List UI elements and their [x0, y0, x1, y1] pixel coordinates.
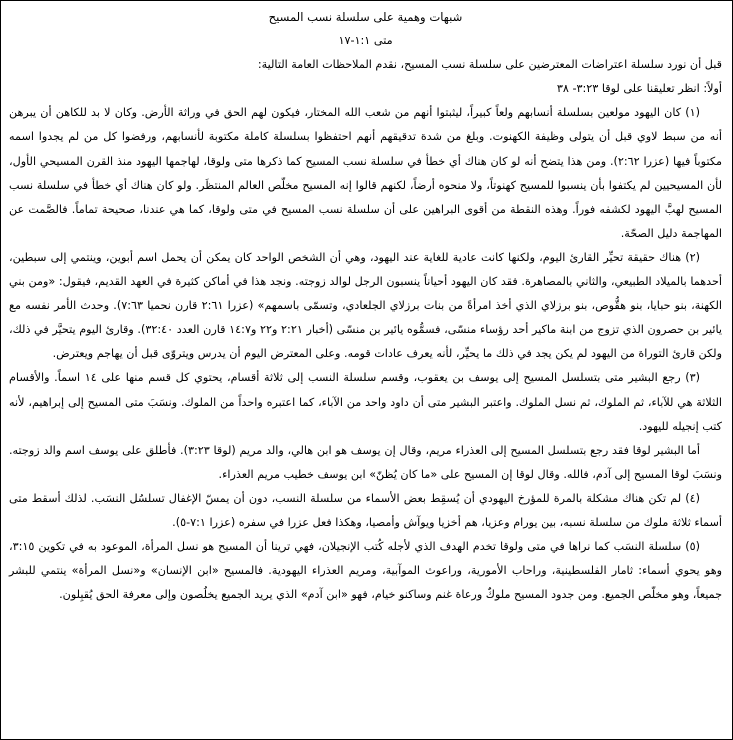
paragraph-3: (٣) رجع البشير متى بتسلسل المسيح إلى يوسف بن يعقوب، وقسم سلسلة النسب إلى ثلاثة أقسام، يحتوي كل قسم منها على ١٤ اسماً. والأقسام الثلاثة هي للآباء، ثم الملوك، ثم نسل الملوك. واعتبر البشير متى أن داود واحد من الآباء، كما اعتبره واحداً من الملوك. ونسَبَ متى المسيح إلى إبراهيم، لأنه كتب إنجيله لليهود.: [9, 371, 722, 433]
document-title: شبهات وهمية على سلسلة نسب المسيح: [268, 10, 463, 24]
paragraph-4: أما البشير لوقا فقد رجع بتسلسل المسيح إلى العذراء مريم، وقال إن يوسف هو ابن هالي، والد مريم (لوقا ٣:٢٣). فأطلق على يوسف اسم والد زوجته. ونسَبَ لوقا المسيح إلى آدم، فالله. وقال لوقا إن المسيح على «ما كان يُظنّ» ابن يوسف خطيب مريم العذراء.: [9, 443, 722, 481]
first-note: أولاً: انظر تعليقنا على لوقا ٣:٢٣- ٣٨: [556, 82, 722, 96]
paragraph-2: (٢) هناك حقيقة تحيِّر القارئ اليوم، ولكنها كانت عادية للغاية عند اليهود، وهي أن الشخص الواحد كان يمكن أن يحمل اسم أبوين، وينتمي إلى سبطين، أحدهما بالميلاد الطبيعي، والثاني بالمصاهرة. فقد كان اليهود أحياناً ينسبون الرجل لوالد زوجته. ونجد هذا في أماكن كثيرة في العهد القديم، فيقول: «ومن بني الكهنة، بنو حبايا، بنو هقُّوص، بنو برزلاي الذي أخذ امرأةً من بنات برزلاي الجلعادي، وتسمّى باسمهم» (عزرا ٢:٦١ قارن نحميا ٧:٦٣). وحدث الأمر نفسه مع يائير بن حصرون الذي تزوج من ابنة ماكير أحد رؤساء منسّى، فسمُّوه يائير بن منسّى (أخبار ٢:٢١ و٢٢ و١٤:٧ قارن العدد ٣٢:٤٠). وقارئ اليوم يتحيَّر في ذلك، ولكن قارئ التوراة من اليهود لم يكن يجد في ذلك ما يحيِّر، لأنه يعرف عادات قومه. وعلى المعترض اليوم أن يدرس ويتروّى قبل أن يهاجم ويعترض.: [9, 250, 722, 361]
intro-text: قبل أن نورد سلسلة اعتراضات المعترضين على سلسلة نسب المسيح، نقدم الملاحظات العامة التالية:: [257, 58, 722, 72]
paragraph-6: (٥) سلسلة النسَب كما نراها في متى ولوقا تخدم الهدف الذي لأجله كُتب الإنجيلان، فهي ترينا أن المسيح هو نسل المرأة، الموعود به في تكوين ٣:١٥، وهو يحوي أسماء: ثامار الفلسطينية، وراحاب الأمورية، وراعوث الموآبية، ومريم العذراء اليهودية. فالمسيح «ابن الإنسان» و«نسل المرأة» ينتمي للبشر جميعاً، وهو مخلّص الجميع. ومن جدود المسيح ملوكٌ ورعاة غنم وساكنو خيام، فهو «ابن آدم» الذي يريد الجميع يخلُصون وإلى معرفة الحق يُقبِلون.: [9, 540, 722, 602]
paragraph-1: (١) كان اليهود مولعين بسلسلة أنسابهم ولعاً كبيراً، ليثبتوا أنهم من شعب الله المختار، فيكون لهم الحق في وراثة الأرض. وكان لا بد للكاهن أن يبرهن أنه من سبط لاوي قبل أن يتولى وظيفة الكهنوت. وبلغ من شدة تدقيقهم أنهم احتفظوا بسلسلة كاملة مكتوبة لأنسابهم، ورفضوا كل من لم يجدوا اسمه مكتوباً فيها (عزرا ٢:٦٢). ومن هذا يتضح أنه لو كان هناك أي خطأ في سلسلة نسب المسيح كما ذكرها متى ولوقا، لهاجمها اليهود منذ القرن المسيحي الأول، لأن المسيحيين لم يكتفوا بأن ينسبوا للمسيح كهنوتاً، ولا منحوه أرضاً، لكنهم قالوا إنه المسيح مخلّص العالم المنتظَر. ولو كان هناك أي خطأ في سلسلة نسب المسيح لهبَّ اليهود لكشفه فوراً. وهذه النقطة من أقوى البراهين على أن سلسلة نسب المسيح في متى ولوقا، كما هي عندنا، صحيحة تماماً. فالصَّمت عن المهاجمة دليل الصحّة.: [9, 106, 722, 240]
paragraph-5: (٤) لم تكن هناك مشكلة بالمرة للمؤرخ اليهودي أن يُسقِط بعض الأسماء من سلسلة النسب، دون أن يمسّ الإغفال تسلسُل النسَب. لذلك أسقط متى أسماء ثلاثة ملوك من سلسلة نسبه، بين يورام وعزيا، هم أخزيا ويوآش وأمصيا، وهكذا فعل عزرا في سفره (عزرا ٧:١-٥).: [9, 491, 722, 529]
scripture-reference: متى ١:١-١٧: [338, 34, 393, 48]
